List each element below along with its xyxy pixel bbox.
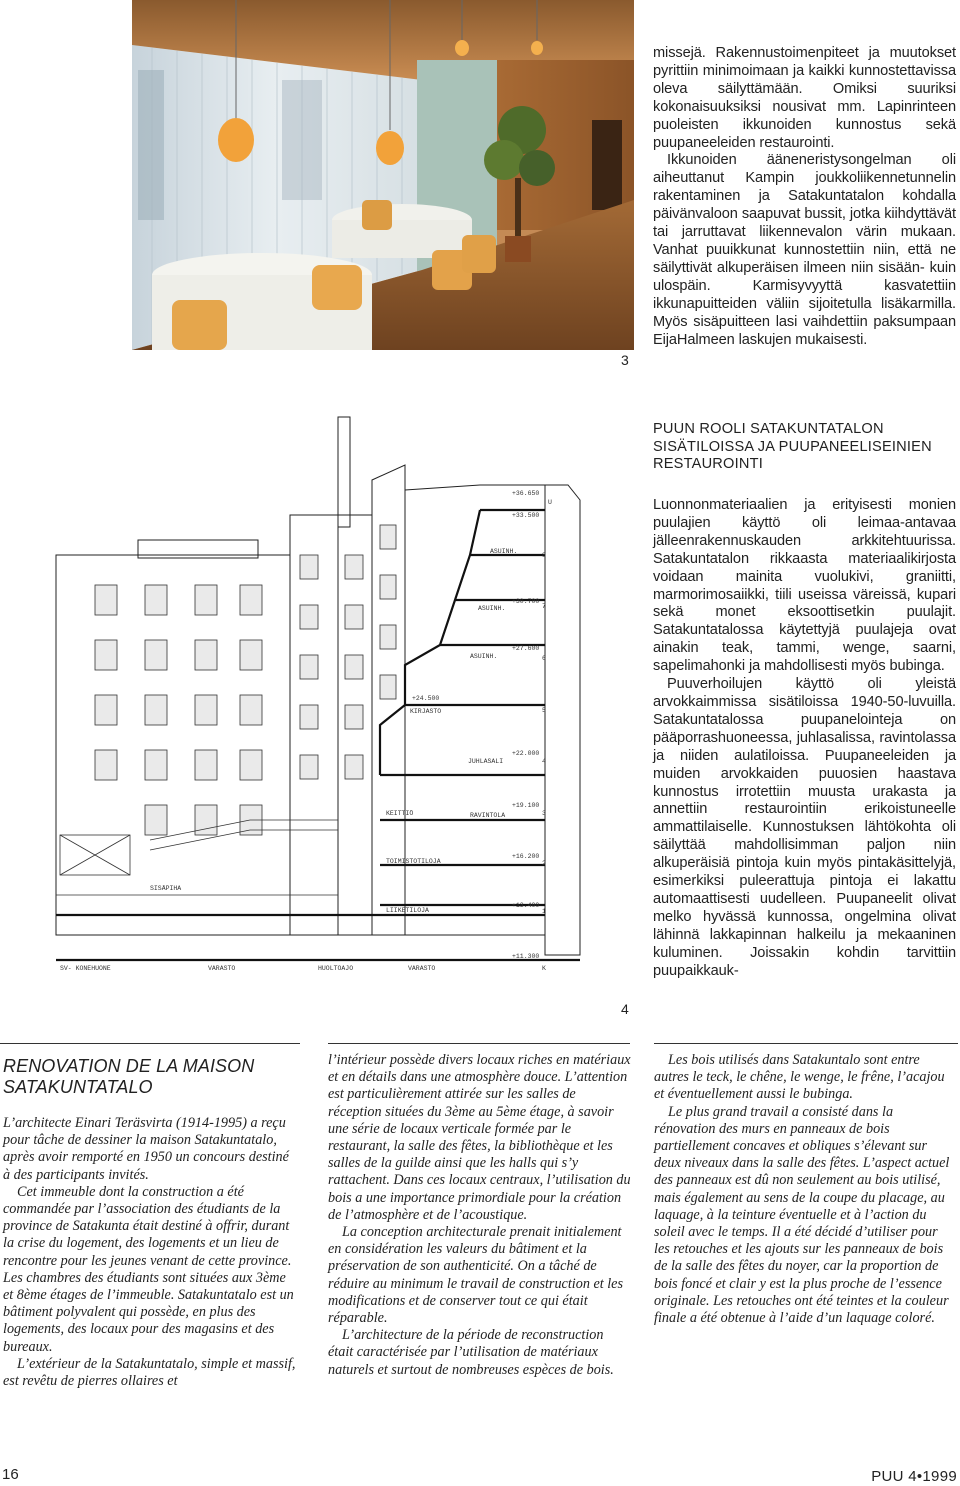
paragraph: Cet immeuble dont la construction a été commandée par l’association des étudiants de la province de Satakunta était destiné à offrir, durant la crise du logement, des logements et un lieu de rencontre pour les jeunes venant de cette province. Les chambres des étudiants sont situées aux 3ème et 8ème étages de l’immeuble. Satakuntatalo est un bâtiment polyvalent qui possède, en plus des logements, des locaux pour des magasins et des bureaux. xyxy=(3,1183,294,1355)
room-label: ASUINH. xyxy=(478,605,506,612)
finnish-text-top xyxy=(653,45,956,349)
level-label: +36.650 xyxy=(512,490,540,497)
paragraph: Puuverhoilujen käyttö oli yleistä arvokkaimmissa sisätiloissa 1940-50-luvuilla. Satakuntatalossa puupanelointeja on pääporrashuoneessa, juhlasalissa, ravintolassa ja niiden aulatiloissa. Puupaneeleiden ja muiden arvokkaiden puuosien haastava kunnostus irrotettiin muusta urakasta ja annettiin restaurointiin erikoistuneelle ammattilaiselle. Kunnostuksen lähtökohta oli säilyttää mahdollisimman paljon niin alkuperäisiä pintoja kuin myös pintakäsittelyjä, esimerkiksi puleerattuja pintoja ei lakattu automaattisesti uudelleen. Puupaneelit olivat melko hyvässä kunnossa, ongelmina olivat lähinnä lakkapinnan halkeilu ja mekaaninen kuluminen. Joissakin kohdin tarvittiin puupaikkauk- xyxy=(653,676,956,979)
journal-issue: PUU 4•1999 xyxy=(871,1468,957,1485)
level-label: +30.700 xyxy=(512,598,540,605)
french-column-2 xyxy=(328,1052,632,1379)
paragraph: La conception architecturale prenait initialement en considération les valeurs du bâtiment et la préservation de son authenticité. On a tâché de réduire au minimum le travail de construction et les modifications et de conserver tout ce qui était réparable. xyxy=(328,1224,623,1327)
level-label: +11.300 xyxy=(512,953,540,960)
divider-rule xyxy=(0,1043,300,1044)
paragraph: L’architecture de la période de reconstruction était caractérisée par l’utilisation de matériaux naturels et surtout de nombreuses espèces de bois. xyxy=(328,1327,614,1378)
level-label: +19.100 xyxy=(512,802,540,809)
french-title: RENOVATION DE LA MAISON SATAKUNTATALO xyxy=(3,1056,255,1097)
french-column-3 xyxy=(654,1052,950,1327)
divider-rule xyxy=(654,1043,958,1044)
level-label: +24.500 xyxy=(412,695,440,702)
paragraph: L’extérieur de la Satakuntatalo, simple et massif, est revêtu de pierres ollaires et xyxy=(3,1355,296,1390)
level-label: +22.000 xyxy=(512,750,540,757)
room-label: SISÄPIHA xyxy=(150,885,182,892)
room-label: KEITTIÖ xyxy=(386,810,414,817)
floor-label: 2 xyxy=(542,860,546,867)
section-drawing-graphic xyxy=(0,415,636,995)
french-column-1 xyxy=(3,1115,299,1390)
level-label: +13.400 xyxy=(512,902,540,909)
paragraph: missejä. Rakennustoimenpiteet ja muutokset pyrittiin minimoimaan ja kaikki kunnostettavissa oleva säilyttämään. Omiksi suuriksi kokonaisuuksiksi nousivat mm. Lapinrinteen puoleisten ikkunoiden kunnostus sekä puupaneeleiden restaurointi. xyxy=(653,45,956,151)
level-label: +27.600 xyxy=(512,645,540,652)
floor-label: K xyxy=(542,965,546,972)
room-label: VARASTO xyxy=(408,965,436,972)
paragraph: Ikkunoiden ääneneristysongelman oli aiheuttanut Kampin joukkoliikennetunnelin rakentaminen ja Satakuntatalon kohdalla päivänvaloon saapuvat bussit, jotka kiihdyttävät tai jarruttavat liikennevalon värin mukaan. Vanhat puuikkunat kunnostettiin niin, että ne säilyttivät alkuperäisen ilmeen niin sisään- kuin ulospäin. Karmisyvyyttä kasvatettiin ikkunapuitteiden väliin sijoitetulla lisäkarmilla. Myös sisäpuitteen lasi vaihdettiin paksumpaan EijaHalmeen laskujen mukaisesti. xyxy=(653,152,956,348)
floor-label: 7 xyxy=(542,603,546,610)
paragraph: Luonnonmateriaalien ja erityisesti monien puulajien käyttö oli leimaa-antavaa jälleenrakennuskauden arkkitehtuurissa. Satakuntatalon rikkaasta materiaalikirjosta voidaan mainita vuolukivi, graniitti, marmorimosaiikki, tiili useissa väreissä, kupari sekä monet eksoottisetkin puulajit. Satakuntatalossa käytettyjä puulajeja ovat ainakin teak, tammi, wenge, saarni, sapelimahonki ja mahdollisesti myös bubinga. xyxy=(653,497,956,675)
floor-label: 1 xyxy=(542,908,546,915)
floor-label: U xyxy=(548,499,552,506)
room-label: LIIKETILOJA xyxy=(386,907,429,914)
floor-label: 6 xyxy=(542,655,546,662)
section-heading: PUUN ROOLI SATAKUNTATALON SISÄTILOISSA JA PUUPANEELISEINIEN RESTAUROINTI xyxy=(653,421,932,472)
paragraph: Les bois utilisés dans Satakuntalo sont entre autres le teck, le chêne, le wenge, le frêne, l’acajou et éventuellement aussi le bubinga. xyxy=(654,1052,945,1103)
paragraph: l’intérieur possède divers locaux riches en matériaux et en détails dans une atmosphère douce. L’attention est particulièrement attirée sur les salles de réception situées du 3ème au 5ème étage, à savoir une série de locaux verticale formée par le restaurant, la salle des fêtes, la bibliothèque et les salles de la guilde ainsi que les halls qui s’y rattachent. Dans ces locaux centraux, l’utilisation du bois a une importance primordiale pour la création de l’atmosphère et de l’acoustique. xyxy=(328,1052,631,1223)
floor-label: 3 xyxy=(542,810,546,817)
room-label: ASUINH. xyxy=(490,548,518,555)
room-label: JUHLASALI xyxy=(468,758,504,765)
figure-number-3: 3 xyxy=(621,352,629,368)
figure-number-4: 4 xyxy=(621,1001,629,1017)
finnish-text-bottom xyxy=(653,497,956,980)
floor-label: 4 xyxy=(542,758,546,765)
restaurant-photo-graphic xyxy=(132,0,634,350)
restaurant-photo xyxy=(132,0,634,350)
paragraph: Le plus grand travail a consisté dans la rénovation des murs en panneaux de bois partiellement concaves et obliques s’élevant sur deux niveaux dans la salle des fêtes. L’aspect actuel des panneaux est dû non seulement au bois utilisé, mais également au sens de la coupe du placage, au laquage, à la teinture éventuelle et à l’action du soleil avec le temps. Il a été décidé d’utiliser pour les retouches et les ajouts sur les panneaux de bois de la salle des fêtes du noyer, car la proportion de bois foncé et clair y est la plus proche de l’essence originale. Les retouches ont été teintes et la couleur finale a été obtenue à l’aide d’un laquage coloré. xyxy=(654,1103,950,1327)
room-label: ASUINH. xyxy=(470,653,498,660)
floor-label: 5 xyxy=(542,707,546,714)
paragraph: L’architecte Einari Teräsvirta (1914-1995) a reçu pour tâche de dessiner la maison Satakuntatalo, après avoir remporté en 1950 un concours destiné à des participants invités. xyxy=(3,1115,289,1183)
divider-rule xyxy=(328,1043,630,1044)
level-label: +16.200 xyxy=(512,853,540,860)
page-number: 16 xyxy=(2,1466,19,1483)
room-label: SV- KONEHUONE xyxy=(60,965,111,972)
room-label: HUOLTOAJO xyxy=(318,965,354,972)
building-section-drawing xyxy=(0,415,636,995)
floor-label: 8 xyxy=(542,552,546,559)
room-label: KIRJASTO xyxy=(410,708,442,715)
room-label: TOIMISTOTILOJA xyxy=(386,858,441,865)
room-label: RAVINTOLA xyxy=(470,812,506,819)
level-label: +33.500 xyxy=(512,512,540,519)
room-label: VARASTO xyxy=(208,965,236,972)
